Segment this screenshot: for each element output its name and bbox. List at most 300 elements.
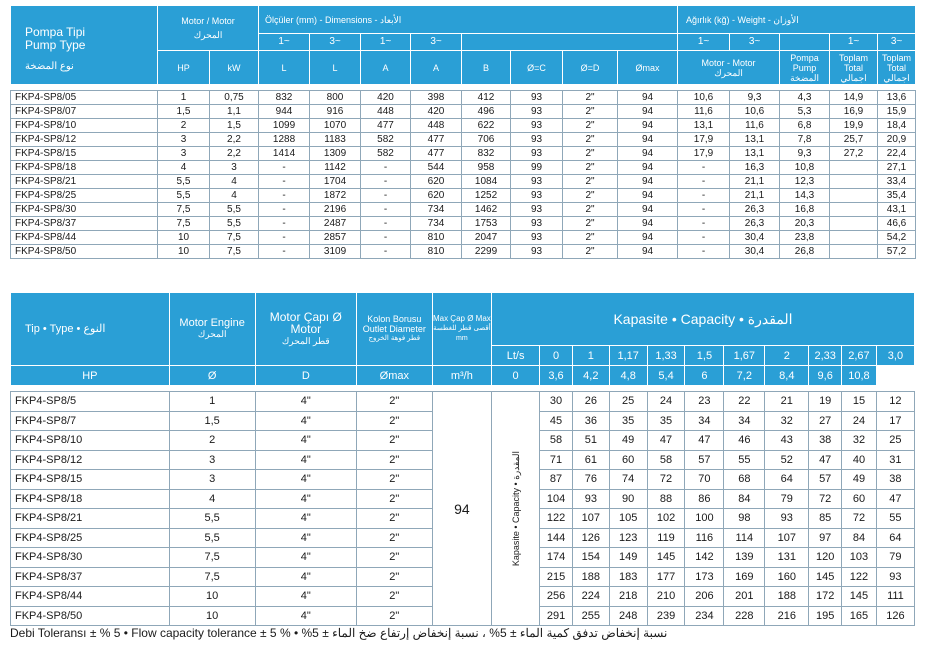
- table-cell: 21: [765, 392, 809, 412]
- table-cell: 734: [411, 217, 462, 231]
- table-cell: -: [361, 189, 411, 203]
- table-cell: 60: [609, 450, 647, 470]
- table-cell: [830, 175, 878, 189]
- m3h-value: 5,4: [647, 366, 685, 386]
- a1-header: A: [361, 51, 411, 85]
- table-cell: 102: [647, 509, 685, 529]
- m3h-value: 4,2: [572, 366, 609, 386]
- table-cell: 120: [809, 548, 842, 568]
- table-cell: 94: [618, 189, 678, 203]
- table-row: [11, 231, 916, 245]
- dimensions-blank: [462, 34, 678, 51]
- motor-header: Motor / Motor المحرك: [158, 6, 259, 51]
- table-cell: 800: [310, 91, 361, 105]
- table-cell: 94: [618, 105, 678, 119]
- table-cell: 1872: [310, 189, 361, 203]
- table-cell: 228: [724, 606, 765, 626]
- table-row: [11, 203, 916, 217]
- pump-type-cell: FKP4-SP8/21: [11, 175, 158, 189]
- table-cell: 10,6: [730, 105, 780, 119]
- capacity-vertical-label: Kapasite • Capacity • المقدرة: [510, 450, 521, 567]
- table-cell: 1099: [259, 119, 310, 133]
- pump-weight-header: Pompa Pump المضخة: [780, 51, 830, 85]
- table-row: [11, 245, 916, 259]
- table-cell: 2,2: [210, 147, 259, 161]
- motor-engine-header: Motor Engine المحرك: [169, 293, 255, 366]
- table-cell: 2": [563, 147, 618, 161]
- table-cell: 55: [724, 450, 765, 470]
- table-cell: 13,1: [730, 147, 780, 161]
- table-cell: -: [259, 217, 310, 231]
- table-cell: 2": [356, 470, 432, 490]
- table-cell: 7,5: [158, 217, 210, 231]
- table-row: [11, 217, 916, 231]
- table-cell: 13,1: [730, 133, 780, 147]
- d-header: D: [255, 366, 356, 386]
- table-cell: 19,9: [830, 119, 878, 133]
- table-cell: 5,5: [210, 217, 259, 231]
- table-cell: 24: [842, 411, 877, 431]
- table-cell: 84: [842, 528, 877, 548]
- phase-3-total-weight: 3~: [878, 34, 916, 51]
- l1-header: L: [259, 51, 310, 85]
- table-cell: 86: [685, 489, 724, 509]
- table-cell: 30,4: [730, 231, 780, 245]
- table-cell: 94: [618, 175, 678, 189]
- table-cell: 3: [169, 470, 255, 490]
- table-cell: 60: [842, 489, 877, 509]
- table-cell: 93: [511, 231, 563, 245]
- phase-1-total-weight: 1~: [830, 34, 878, 51]
- a3-header: A: [411, 51, 462, 85]
- table-cell: 5,5: [158, 189, 210, 203]
- table-cell: -: [259, 175, 310, 189]
- table-cell: 93: [765, 509, 809, 529]
- table-cell: 1,1: [210, 105, 259, 119]
- table-cell: 2": [356, 411, 432, 431]
- table-cell: [830, 161, 878, 175]
- table-cell: 2": [356, 509, 432, 529]
- max-header: Ømax: [618, 51, 678, 85]
- table-cell: 122: [540, 509, 573, 529]
- pump-type-cell: FKP4-SP8/5: [11, 392, 170, 412]
- table-cell: 34: [685, 411, 724, 431]
- table-cell: -: [678, 175, 730, 189]
- m3h-value: 8,4: [765, 366, 809, 386]
- pump-type-cell: FKP4-SP8/18: [11, 161, 158, 175]
- table-cell: 26,8: [780, 245, 830, 259]
- capacity-vertical-label-cell: [492, 392, 540, 626]
- table-cell: 93: [511, 119, 563, 133]
- pump-type-cell: FKP4-SP8/25: [11, 189, 158, 203]
- table-cell: 4,3: [780, 91, 830, 105]
- table-cell: -: [678, 231, 730, 245]
- table-cell: 20,9: [878, 133, 916, 147]
- table-cell: 13,6: [878, 91, 916, 105]
- lts-value: 1,5: [685, 346, 724, 366]
- m3h-value: 7,2: [724, 366, 765, 386]
- table-cell: 87: [540, 470, 573, 490]
- table-cell: 93: [572, 489, 609, 509]
- table-cell: 18,4: [878, 119, 916, 133]
- table-cell: 74: [609, 470, 647, 490]
- tolerance-text: Debi Toleransı ± % 5 • Flow capacity tolerance ± 5 % •: [10, 626, 299, 640]
- c-header: Ø=C: [511, 51, 563, 85]
- table-cell: 1704: [310, 175, 361, 189]
- table-cell: 57: [685, 450, 724, 470]
- table-cell: 5,5: [169, 509, 255, 529]
- table-cell: 2": [356, 392, 432, 412]
- pump-type-cell: FKP4-SP8/10: [11, 119, 158, 133]
- capacity-table-body: [11, 392, 915, 626]
- phase-1-l: 1~: [259, 34, 310, 51]
- table-cell: 94: [618, 203, 678, 217]
- table-cell: 38: [876, 470, 914, 490]
- table-cell: 582: [361, 147, 411, 161]
- table-cell: 1414: [259, 147, 310, 161]
- table-cell: -: [678, 245, 730, 259]
- table-cell: 224: [572, 587, 609, 607]
- table-cell: -: [678, 217, 730, 231]
- table-cell: 10: [169, 587, 255, 607]
- table-cell: 7,5: [169, 548, 255, 568]
- phase-1-motor-weight: 1~: [678, 34, 730, 51]
- table-cell: -: [361, 245, 411, 259]
- table-cell: 145: [842, 587, 877, 607]
- table-cell: 2": [563, 217, 618, 231]
- table-cell: 94: [618, 91, 678, 105]
- table-cell: 210: [647, 587, 685, 607]
- lts-value: 2,33: [809, 346, 842, 366]
- dimensions-table-body: [11, 91, 916, 259]
- table-cell: 93: [511, 147, 563, 161]
- max-diameter-header: Max Çap Ø Max أقصى قطر للغطسة mm: [432, 293, 491, 366]
- table-cell: 622: [462, 119, 511, 133]
- pump-type-cell: FKP4-SP8/12: [11, 450, 170, 470]
- table-cell: 420: [411, 105, 462, 119]
- table-cell: 47: [685, 431, 724, 451]
- table-cell: 4": [255, 509, 356, 529]
- table-cell: 2196: [310, 203, 361, 217]
- table-cell: 47: [809, 450, 842, 470]
- table-cell: 35: [647, 411, 685, 431]
- table-cell: 2": [356, 587, 432, 607]
- l3-header: L: [310, 51, 361, 85]
- table-cell: 126: [572, 528, 609, 548]
- table-cell: 201: [724, 587, 765, 607]
- table-cell: 45: [540, 411, 573, 431]
- table-cell: 88: [647, 489, 685, 509]
- m3h-value: 6: [685, 366, 724, 386]
- table-cell: 16,8: [780, 203, 830, 217]
- table-cell: 496: [462, 105, 511, 119]
- table-cell: 57: [809, 470, 842, 490]
- m3h-unit: m³/h: [432, 366, 491, 386]
- table-cell: 20,3: [780, 217, 830, 231]
- pump-type-cell: FKP4-SP8/15: [11, 147, 158, 161]
- table-cell: -: [678, 161, 730, 175]
- table-cell: -: [678, 189, 730, 203]
- lts-value: 1,17: [609, 346, 647, 366]
- table-cell: 2": [356, 489, 432, 509]
- table-cell: 810: [411, 245, 462, 259]
- m3h-value: 10,8: [842, 366, 877, 386]
- table-cell: 46: [724, 431, 765, 451]
- table-cell: 172: [809, 587, 842, 607]
- pump-type-cell: FKP4-SP8/05: [11, 91, 158, 105]
- table-cell: -: [259, 189, 310, 203]
- pump-type-cell: FKP4-SP8/15: [11, 470, 170, 490]
- table-cell: 2299: [462, 245, 511, 259]
- m3h-value: 3,6: [540, 366, 573, 386]
- type-header: Tip • Type • النوع: [11, 293, 170, 366]
- table-cell: 177: [647, 567, 685, 587]
- m3h-value: 9,6: [809, 366, 842, 386]
- table-cell: 54,2: [878, 231, 916, 245]
- table-cell: [830, 245, 878, 259]
- lts-value: 3,0: [876, 346, 914, 366]
- table-cell: 34: [724, 411, 765, 431]
- table-cell: 3: [158, 133, 210, 147]
- motor-weight-header: Motor - Motor المحرك: [678, 51, 780, 85]
- table-cell: 17,9: [678, 147, 730, 161]
- table-cell: 93: [511, 175, 563, 189]
- lts-value: 1,33: [647, 346, 685, 366]
- table-cell: 100: [685, 509, 724, 529]
- table-cell: -: [259, 161, 310, 175]
- table-row: [11, 91, 916, 105]
- table-cell: 2": [563, 119, 618, 133]
- table-cell: 4: [158, 161, 210, 175]
- table-cell: 1: [158, 91, 210, 105]
- pump-type-cell: FKP4-SP8/50: [11, 245, 158, 259]
- table-cell: 40: [842, 450, 877, 470]
- table-cell: 58: [540, 431, 573, 451]
- table-cell: 218: [609, 587, 647, 607]
- table-cell: 15: [842, 392, 877, 412]
- table-cell: 160: [765, 567, 809, 587]
- table-cell: 3: [169, 450, 255, 470]
- table-cell: 1084: [462, 175, 511, 189]
- table-cell: 1183: [310, 133, 361, 147]
- table-cell: 25: [609, 392, 647, 412]
- table-cell: 1070: [310, 119, 361, 133]
- d-header: Ø=D: [563, 51, 618, 85]
- table-cell: 1: [169, 392, 255, 412]
- table-cell: 94: [618, 133, 678, 147]
- table-cell: 248: [609, 606, 647, 626]
- table-cell: 47: [876, 489, 914, 509]
- lts-value: 1,67: [724, 346, 765, 366]
- table-cell: 79: [765, 489, 809, 509]
- dimensions-weight-table: [10, 5, 916, 259]
- table-cell: -: [259, 245, 310, 259]
- table-cell: 105: [609, 509, 647, 529]
- table-cell: 71: [540, 450, 573, 470]
- table-cell: 448: [411, 119, 462, 133]
- table-cell: 2: [158, 119, 210, 133]
- table-cell: 64: [765, 470, 809, 490]
- table-cell: 7,5: [158, 203, 210, 217]
- table-cell: 94: [618, 161, 678, 175]
- table-cell: 16,3: [730, 161, 780, 175]
- phase-3-a: 3~: [411, 34, 462, 51]
- table-cell: 144: [540, 528, 573, 548]
- table-cell: 32: [842, 431, 877, 451]
- table-cell: 1,5: [210, 119, 259, 133]
- table-cell: 24: [647, 392, 685, 412]
- table-cell: 12,3: [780, 175, 830, 189]
- m3h-value: 0: [492, 366, 540, 386]
- table-cell: 27: [809, 411, 842, 431]
- table-cell: 35,4: [878, 189, 916, 203]
- table-cell: 958: [462, 161, 511, 175]
- table-cell: 123: [609, 528, 647, 548]
- table-cell: 2": [563, 133, 618, 147]
- table-cell: 5,5: [210, 203, 259, 217]
- table-cell: 2": [356, 431, 432, 451]
- table-cell: 98: [724, 509, 765, 529]
- table-cell: 72: [842, 509, 877, 529]
- pump-type-header: Pompa Tipi Pump Type نوع المضخة: [11, 6, 158, 85]
- table-cell: 1,5: [158, 105, 210, 119]
- table-cell: 55: [876, 509, 914, 529]
- table-row: [11, 161, 916, 175]
- table-cell: 2": [356, 450, 432, 470]
- table-cell: 544: [411, 161, 462, 175]
- table-cell: -: [361, 203, 411, 217]
- table-cell: 21,1: [730, 189, 780, 203]
- b-header: B: [462, 51, 511, 85]
- total-weight-1-header: Toplam Total اجمالي: [830, 51, 878, 85]
- table-cell: 291: [540, 606, 573, 626]
- table-cell: 27,2: [830, 147, 878, 161]
- table-cell: 1753: [462, 217, 511, 231]
- table-cell: 810: [411, 231, 462, 245]
- table-cell: 5,5: [169, 528, 255, 548]
- pump-type-cell: FKP4-SP8/30: [11, 203, 158, 217]
- pump-type-cell: FKP4-SP8/7: [11, 411, 170, 431]
- table-cell: 1309: [310, 147, 361, 161]
- table-cell: 3: [210, 161, 259, 175]
- table-cell: 57,2: [878, 245, 916, 259]
- table-cell: [830, 189, 878, 203]
- table-cell: 7,8: [780, 133, 830, 147]
- table-cell: 33,4: [878, 175, 916, 189]
- table-row: [11, 105, 916, 119]
- table-cell: 4": [255, 548, 356, 568]
- table-cell: [830, 231, 878, 245]
- table-cell: 93: [511, 245, 563, 259]
- table-cell: 4": [255, 392, 356, 412]
- table-cell: 94: [618, 231, 678, 245]
- table-cell: 165: [842, 606, 877, 626]
- table-cell: 256: [540, 587, 573, 607]
- table-cell: [830, 203, 878, 217]
- table-cell: 97: [809, 528, 842, 548]
- table-cell: 17: [876, 411, 914, 431]
- table-cell: 832: [259, 91, 310, 105]
- o-header: Ø: [169, 366, 255, 386]
- table-cell: 35: [609, 411, 647, 431]
- table-cell: 25: [876, 431, 914, 451]
- table-cell: 131: [765, 548, 809, 568]
- table-cell: 188: [765, 587, 809, 607]
- table-cell: 620: [411, 189, 462, 203]
- table-cell: 93: [876, 567, 914, 587]
- table-cell: 5,3: [780, 105, 830, 119]
- tolerance-text-arabic: نسبة إنخفاض تدفق كمية الماء ± 5% ، نسبة إنخفاض إرتفاع ضخ الماء ± 5%: [301, 626, 668, 640]
- table-cell: 70: [685, 470, 724, 490]
- table-cell: 183: [609, 567, 647, 587]
- omax-header: Ømax: [356, 366, 432, 386]
- table-cell: 7,5: [210, 231, 259, 245]
- table-cell: 2: [169, 431, 255, 451]
- table-cell: 2": [563, 189, 618, 203]
- pump-weight-blank: [780, 34, 830, 51]
- total-weight-3-header: Toplam Total اجمالي: [878, 51, 916, 85]
- table-cell: 26,3: [730, 203, 780, 217]
- table-cell: 2": [563, 231, 618, 245]
- pump-type-cell: FKP4-SP8/12: [11, 133, 158, 147]
- max-diameter-cell: 94: [432, 392, 491, 626]
- pump-type-cell: FKP4-SP8/37: [11, 567, 170, 587]
- table-cell: 4": [255, 450, 356, 470]
- table-cell: 398: [411, 91, 462, 105]
- table-cell: 19: [809, 392, 842, 412]
- table-cell: 2": [563, 161, 618, 175]
- table-cell: 3109: [310, 245, 361, 259]
- pump-type-cell: FKP4-SP8/44: [11, 587, 170, 607]
- table-cell: 10,8: [780, 161, 830, 175]
- table-cell: 52: [765, 450, 809, 470]
- table-cell: 6,8: [780, 119, 830, 133]
- phase-1-a: 1~: [361, 34, 411, 51]
- table-cell: 72: [647, 470, 685, 490]
- table-cell: 145: [809, 567, 842, 587]
- pump-type-cell: FKP4-SP8/50: [11, 606, 170, 626]
- table-cell: 25,7: [830, 133, 878, 147]
- table-cell: 154: [572, 548, 609, 568]
- table-cell: 13,1: [678, 119, 730, 133]
- table-cell: 706: [462, 133, 511, 147]
- table-cell: 93: [511, 189, 563, 203]
- table-cell: 47: [647, 431, 685, 451]
- table-cell: 4": [255, 587, 356, 607]
- table-cell: 477: [361, 119, 411, 133]
- table-cell: 114: [724, 528, 765, 548]
- table-cell: 22: [724, 392, 765, 412]
- table-cell: 58: [647, 450, 685, 470]
- table-cell: 76: [572, 470, 609, 490]
- table-cell: 11,6: [730, 119, 780, 133]
- table-cell: 4: [210, 189, 259, 203]
- table-cell: 30: [540, 392, 573, 412]
- table-cell: 206: [685, 587, 724, 607]
- table-cell: 107: [572, 509, 609, 529]
- table-cell: 84: [724, 489, 765, 509]
- table-cell: 14,9: [830, 91, 878, 105]
- table-cell: 23: [685, 392, 724, 412]
- table-cell: 46,6: [878, 217, 916, 231]
- table-cell: 412: [462, 91, 511, 105]
- table-cell: 1,5: [169, 411, 255, 431]
- table-cell: 215: [540, 567, 573, 587]
- table-cell: 64: [876, 528, 914, 548]
- table-cell: 49: [842, 470, 877, 490]
- table-cell: -: [259, 231, 310, 245]
- table-cell: 2857: [310, 231, 361, 245]
